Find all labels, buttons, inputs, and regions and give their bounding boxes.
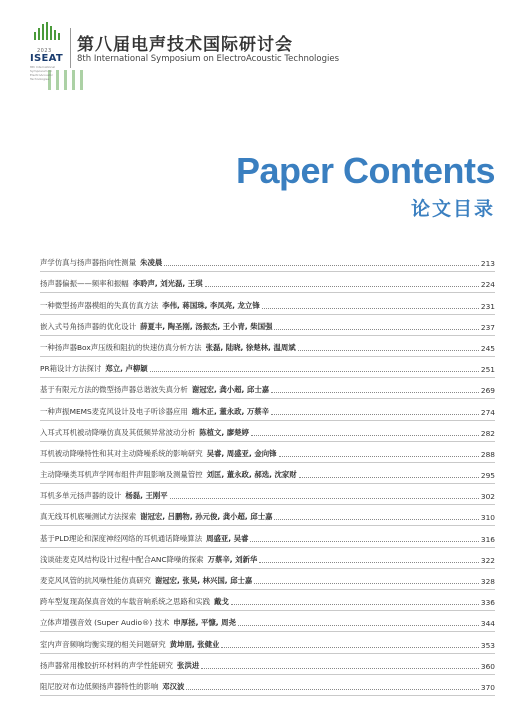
entry-page-number: 224 — [480, 280, 495, 290]
entry-title: 阻尼胶对布边低频扬声器特性的影响 — [40, 681, 159, 691]
entry-title: 嵌入式号角扬声器的优化设计 — [40, 321, 137, 331]
leader-dots — [274, 519, 478, 520]
leader-dots — [271, 392, 479, 393]
header — [30, 18, 510, 88]
toc-entry[interactable] — [40, 251, 495, 272]
entry-authors: 薛夏丰, 陶圣刚, 汤振杰, 王小青, 柴国强 — [140, 321, 273, 331]
iseat-logo — [30, 18, 66, 81]
toc-entry[interactable] — [40, 526, 495, 547]
entry-title: 声学仿真与扬声器指向性测量 — [40, 258, 137, 268]
leader-dots — [274, 329, 478, 330]
logo-year: 2023 — [37, 48, 52, 54]
toc-entry[interactable] — [40, 505, 495, 526]
entry-page-number: 295 — [480, 471, 495, 481]
entry-title: 跨车型复现高保真音效的车载音响系统之思路和实践 — [40, 597, 210, 607]
leader-dots — [250, 541, 478, 542]
entry-authors: 万蔡辛, 刘新华 — [207, 554, 258, 564]
toc-entry[interactable] — [40, 378, 495, 399]
entry-authors: 张洪进 — [177, 660, 200, 670]
entry-page-number: 282 — [480, 428, 495, 438]
entry-authors: 张磊, 陆晓, 徐楚林, 温周斌 — [205, 342, 296, 352]
entry-authors: 谢冠宏, 张昊, 林兴国, 邱士嘉 — [154, 576, 253, 585]
entry-authors: 朱凌晨 — [140, 258, 163, 268]
entry-authors: 端木正, 董永政, 万蔡辛 — [191, 406, 270, 416]
entry-title: 耳机被动降噪特性和其对主动降噪系统的影响研究 — [40, 448, 203, 458]
logo-name: ISEAT — [30, 53, 64, 64]
leader-dots — [170, 498, 479, 499]
entry-page-number: 336 — [480, 598, 495, 608]
leader-dots — [271, 414, 479, 415]
entry-page-number: 328 — [480, 577, 495, 586]
leader-dots — [298, 350, 479, 351]
leader-dots — [231, 604, 479, 605]
toc-entry[interactable] — [40, 675, 495, 696]
entry-authors: 戴戈 — [214, 597, 229, 607]
logo-subtitle: 8th International Symposium on ElectroAcoustic Technologies — [30, 65, 56, 81]
entry-title: 室内声音频响均衡实现的相关问题研究 — [40, 639, 166, 649]
entry-title: 真无线耳机底噪测试方法探索 — [40, 512, 137, 522]
entry-title: 基于PLD理论和深度神经网络的耳机通话降噪算法 — [40, 533, 203, 543]
leader-dots — [262, 308, 479, 309]
entry-authors: 邓汉波 — [162, 681, 185, 691]
leader-dots — [205, 286, 479, 287]
entry-page-number: 237 — [480, 322, 495, 332]
entry-page-number: 370 — [480, 682, 495, 692]
entry-title: 扬声器偏振——频率和振幅 — [40, 279, 129, 289]
symposium-title-en: 8th International Symposium on ElectroAcoustic Technologies — [77, 54, 340, 64]
leader-dots — [254, 583, 479, 584]
toc-entry[interactable] — [40, 272, 495, 293]
symposium-title-cn: 第八届电声技术国际研讨会 — [77, 35, 293, 55]
entry-page-number: 213 — [480, 259, 495, 269]
entry-page-number: 344 — [480, 619, 495, 629]
toc-entry[interactable] — [40, 357, 495, 378]
entry-authors: 申厚拯, 平慷, 周尧 — [173, 618, 236, 628]
entry-page-number: 322 — [480, 555, 495, 565]
entry-page-number: 288 — [480, 449, 495, 459]
entry-authors: 谢冠宏, 龚小超, 邱士嘉 — [191, 385, 270, 395]
toc-entry[interactable] — [40, 399, 495, 420]
leader-dots — [150, 371, 479, 372]
entry-authors: 谢冠宏, 吕鹏物, 孙元俊, 龚小超, 邱士嘉 — [140, 512, 273, 522]
entry-title: 入耳式耳机被动降噪仿真及其低频异常波动分析 — [40, 427, 196, 437]
page-title: Paper Contents — [235, 150, 495, 191]
table-of-contents — [40, 251, 495, 696]
leader-dots — [186, 689, 478, 690]
entry-page-number: 245 — [480, 343, 495, 353]
entry-title: PR箱设计方法探讨 — [40, 364, 102, 374]
entry-authors: 杨磊, 王刚平 — [125, 491, 168, 501]
entry-page-number: 316 — [480, 534, 495, 544]
entry-authors: 吴睿, 周盛亚, 金向锋 — [206, 448, 277, 458]
toc-entry[interactable] — [40, 654, 495, 675]
toc-entry[interactable] — [40, 611, 495, 632]
toc-entry[interactable] — [40, 293, 495, 314]
toc-entry[interactable] — [40, 569, 495, 590]
leader-dots — [299, 477, 479, 478]
entry-authors: 李伟, 蒋国珠, 李凤亮, 龙立锋 — [162, 300, 260, 310]
entry-title: 一种扬声器Box声压级和阻抗的快速仿真分析方法 — [40, 342, 202, 352]
leader-dots — [238, 625, 479, 626]
entry-page-number: 231 — [480, 301, 495, 311]
entry-authors: 刘匡, 董永政, 郝选, 沈家财 — [206, 470, 297, 480]
toc-entry[interactable] — [40, 421, 495, 442]
entry-page-number: 269 — [480, 386, 495, 396]
entry-title: 一种声振MEMS麦克风设计及电子听诊器应用 — [40, 406, 188, 416]
entry-authors: 周盛亚, 吴睿 — [206, 533, 249, 543]
toc-entry[interactable] — [40, 315, 495, 336]
toc-entry[interactable] — [40, 632, 495, 653]
entry-authors: 黄坤朋, 张健业 — [169, 639, 220, 649]
entry-page-number: 251 — [480, 365, 495, 375]
page-title-cn: 论文目录 — [410, 198, 495, 220]
entry-title: 基于有限元方法的微型扬声器总谐波失真分析 — [40, 385, 188, 395]
leader-dots — [201, 668, 479, 669]
leader-dots — [164, 265, 479, 266]
entry-title: 浅谈硅麦克风结构设计过程中配合ANC降噪的探索 — [40, 554, 204, 564]
leader-dots — [251, 435, 479, 436]
leader-dots — [259, 562, 479, 563]
toc-entry[interactable] — [40, 590, 495, 611]
leader-dots — [221, 647, 479, 648]
waveform-icon — [32, 20, 62, 46]
toc-entry[interactable] — [40, 442, 495, 463]
entry-title: 麦克风风管的抗风噪性能仿真研究 — [40, 576, 151, 585]
leader-dots — [279, 456, 479, 457]
entry-page-number: 274 — [480, 407, 495, 417]
toc-entry[interactable] — [40, 484, 495, 505]
entry-authors: 李聆声, 刘光磊, 王琪 — [132, 279, 203, 289]
entry-page-number: 310 — [480, 513, 495, 523]
header-divider — [70, 28, 71, 68]
entry-title: 立体声增强音效 (Super Audio®) 技术 — [40, 618, 170, 628]
entry-title: 耳机多单元扬声器的设计 — [40, 491, 122, 501]
entry-page-number: 360 — [480, 661, 495, 671]
entry-title: 主动降噪类耳机声学网布组件声阻影响及测量管控 — [40, 470, 203, 480]
toc-entry[interactable] — [40, 336, 495, 357]
entry-title: 扬声器常用橡胶折环材料的声学性能研究 — [40, 660, 174, 670]
entry-title: 一种微型扬声器模组的失真仿真方法 — [40, 300, 159, 310]
entry-page-number: 353 — [480, 640, 495, 650]
toc-entry[interactable] — [40, 548, 495, 569]
entry-page-number: 302 — [480, 492, 495, 502]
entry-authors: 郑立, 卢柳颖 — [105, 364, 148, 374]
toc-entry[interactable] — [40, 463, 495, 484]
entry-authors: 陈植文, 廖楚婷 — [199, 427, 249, 437]
